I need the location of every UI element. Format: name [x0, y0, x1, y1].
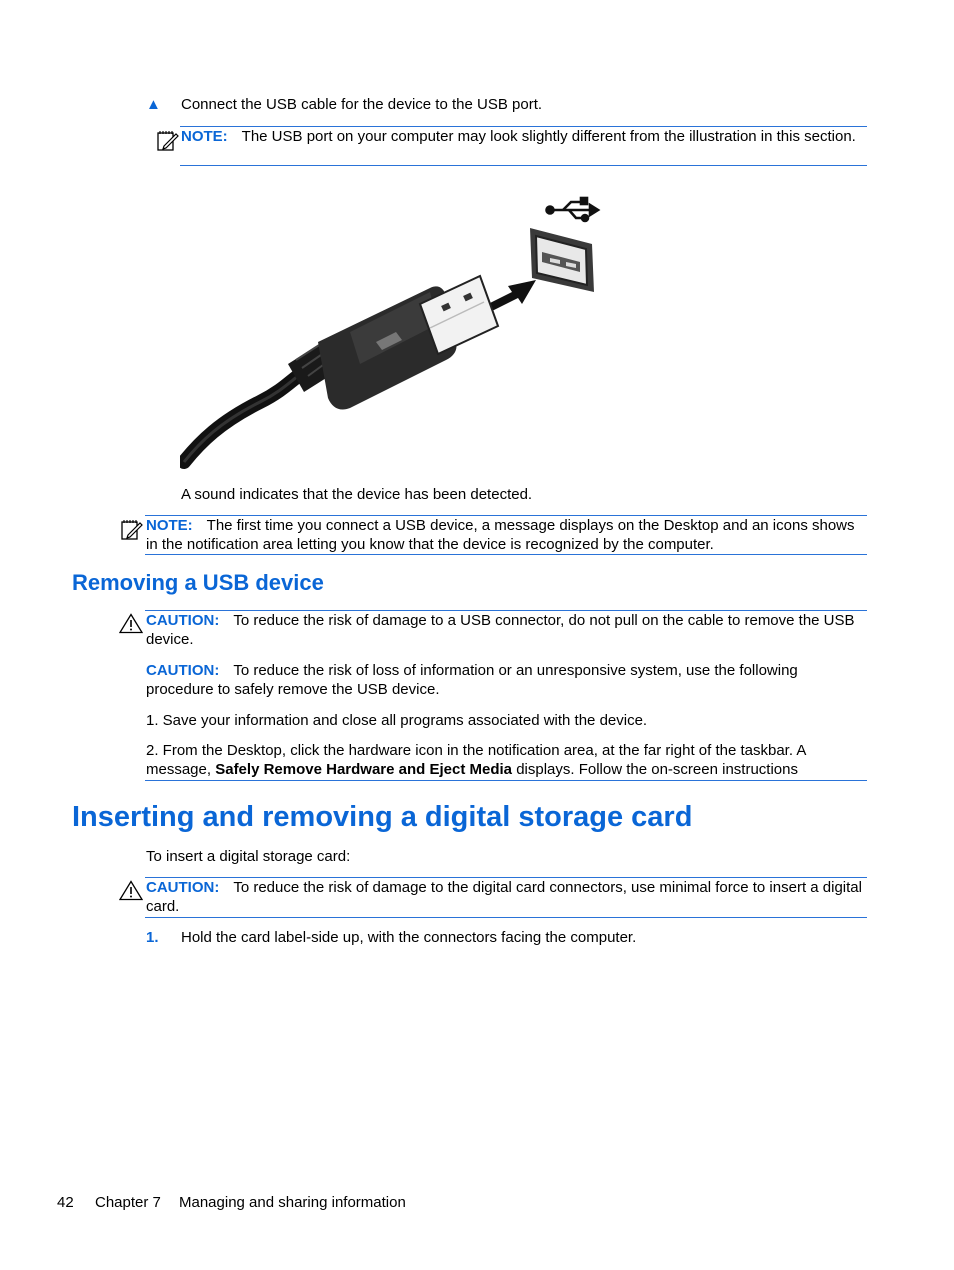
caution2	[146, 661, 867, 699]
sound-detected-text: A sound indicates that the device has been detected.	[181, 486, 533, 503]
usb-plug-into-port-illustration	[180, 192, 610, 472]
card-intro: To insert a digital storage card:	[146, 848, 351, 865]
note1-text: The USB port on your computer may look slightly different from the illustration in this section.	[241, 128, 856, 145]
caution1-label: CAUTION:	[146, 612, 220, 629]
note2-label: NOTE:	[146, 517, 193, 534]
usb-port-icon	[530, 228, 594, 292]
remove-step-2	[146, 741, 867, 779]
note2-bottom-rule	[145, 554, 867, 555]
section-title-removing-usb: Removing a USB device	[72, 570, 324, 595]
remove-step-1: 1. Save your information and close all programs associated with the device.	[146, 712, 648, 729]
remove-step-2-bold: Safely Remove Hardware and Eject Media	[215, 761, 513, 778]
caution2-text: To reduce the risk of loss of information or an unresponsive system, use the following procedure to safely remove the USB device.	[146, 662, 798, 698]
caution2-label: CAUTION:	[146, 662, 220, 679]
step-connect-text: Connect the USB cable for the device to the USB port.	[181, 96, 543, 113]
footer-page-number: 42	[57, 1194, 74, 1211]
note2	[146, 516, 867, 554]
card-step-number: 1.	[146, 929, 159, 946]
usb-symbol-icon	[547, 198, 599, 221]
caution1-text: To reduce the risk of damage to a USB connector, do not pull on the cable to remove the USB device.	[146, 612, 855, 648]
caution3-label: CAUTION:	[146, 879, 220, 896]
caution3-text: To reduce the risk of damage to the digital card connectors, use minimal force to insert a digital card.	[146, 879, 862, 915]
caution1	[146, 611, 867, 649]
footer-chapter-title: Managing and sharing information	[179, 1194, 406, 1211]
remove-step-2-pre: 2. From the Desktop, click the hardware icon in the notification area, at the far right of the taskbar. A message,	[146, 742, 806, 778]
footer-chapter: Chapter 7	[95, 1194, 161, 1211]
step-bullet: ▲	[146, 96, 161, 113]
note-icon	[156, 128, 180, 152]
note1	[181, 127, 867, 146]
section-title-digital-card: Inserting and removing a digital storage card	[72, 801, 693, 833]
caution-icon	[119, 880, 143, 901]
note-icon	[120, 517, 144, 541]
note1-bottom-rule	[180, 165, 867, 166]
card-step-text: Hold the card label-side up, with the connectors facing the computer.	[181, 929, 637, 946]
caution3	[146, 878, 867, 916]
remove-section-bottom-rule	[145, 780, 867, 781]
note2-text: The first time you connect a USB device, a message displays on the Desktop and an icons shows in the notification area letting you know that the device is recognized by the computer.	[146, 517, 855, 553]
remove-step-2-post: displays. Follow the on-screen instructions	[516, 761, 798, 778]
caution3-bottom-rule	[145, 917, 867, 918]
note1-label: NOTE:	[181, 128, 228, 145]
caution-icon	[119, 613, 143, 634]
